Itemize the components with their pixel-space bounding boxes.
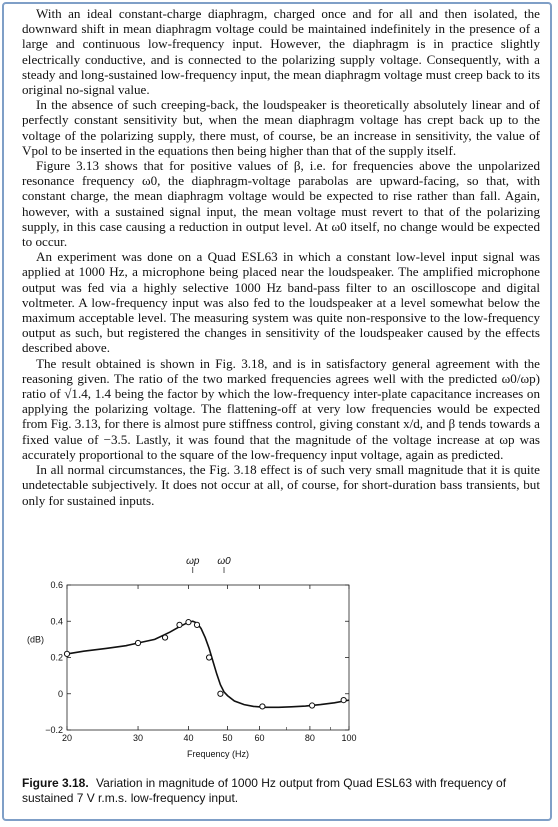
chart-curve — [67, 621, 349, 707]
data-point — [194, 622, 199, 627]
paragraph-4: An experiment was done on a Quad ESL63 in which a constant low-level input signal was applied at 1000 Hz, a microphone being placed near the loudspeaker. The amplified microphone output was fed via a highly selective 1000 Hz band-pass filter to an oscilloscope and digital voltmeter. A low-frequency input was also fed to the loudspeaker at a level somewhat below the maximum acceptable level. The measuring system was quite non-responsive to the low-frequency output as such, but registered the changes in sensitivity of the loudspeaker caused by the effects described above. — [22, 249, 540, 356]
x-tick-label: 60 — [254, 733, 265, 743]
x-axis-label: Frequency (Hz) — [186, 749, 250, 759]
x-tick-label: 20 — [61, 733, 73, 743]
body-text — [22, 6, 540, 508]
x-tick-label: 40 — [183, 733, 194, 743]
data-point — [206, 655, 211, 660]
x-tick-label: 30 — [133, 733, 144, 743]
figure-caption — [22, 776, 542, 806]
data-point — [135, 640, 140, 645]
caption-text: Variation in magnitude of 1000 Hz output from Quad ESL63 with frequency of sustained 7 V r.m.s. low-frequency input. — [22, 776, 507, 805]
data-point — [260, 704, 265, 709]
y-tick-label: 0 — [57, 688, 63, 699]
paragraph-3: Figure 3.13 shows that for positive values of β, i.e. for frequencies above the unpolarized resonance frequency ω0, the diaphragm-voltage parabolas are upward-facing, so that, with constant charge, the mean diaphragm voltage would be expected to rise rather than fall. Again, however, with a sustained signal input, the mean voltage must revert to that of the polarizing supply, in this case causing a reduction in output level. At ω0 itself, no change would be expected to occur. — [22, 158, 540, 250]
data-point — [218, 691, 223, 696]
chart-markers — [64, 620, 346, 709]
paragraph-6: In all normal circumstances, the Fig. 3.18 effect is of such very small magnitude that it is quite undetectable subjectively. It does not occur at all, of course, for short-duration bass transients, but only for sustained inputs. — [22, 462, 540, 508]
paragraph-2: In the absence of such creeping-back, the loudspeaker is theoretically absolutely linear and of perfectly constant sensitivity but, when the mean diaphragm voltage has crept back up to the voltage of the polarizing supply, there must, of course, be an increase in sensitivity, the value of Vpol to be inserted in the equations then being higher than that of the supply itself. — [22, 97, 540, 158]
data-point — [186, 620, 191, 625]
paragraph-5: The result obtained is shown in Fig. 3.18, and is in satisfactory general agreement with the reasoning given. The ratio of the two marked frequencies agrees well with the predicted ω0/ωp) ratio of √1.4, 1.4 being the factor by which the low-frequency inter-plate capacitance increases on applying the polarizing voltage. The flattening-off at very low frequencies would be expected from Fig. 3.13, for there is almost pure stiffness control, giving constant x/d, and β tends towards a fixed value of −3.5. Lastly, it was found that the magnitude of the voltage increase at ωp was accurately proportional to the square of the low-frequency input voltage, again as predicted. — [22, 355, 540, 462]
chart-labels — [27, 556, 357, 759]
data-point — [162, 635, 167, 640]
chart — [14, 550, 554, 770]
omega-label: ωp — [186, 556, 200, 567]
figure-3-18 — [14, 550, 554, 770]
paragraph-1: With an ideal constant-charge diaphragm, charged once and for all and then isolated, the downward shift in mean diaphragm voltage could be maintained indefinitely in the presence of a large and continuous low-frequency input. However, the diaphragm is in practice slightly electrically conductive, and is connected to the polarizing supply voltage. Consequently, with a steady and long-sustained low-frequency input, the mean diaphragm voltage must creep back to its original no-signal value. — [22, 6, 540, 98]
data-point — [177, 622, 182, 627]
x-tick-label: 80 — [304, 733, 315, 743]
y-tick-label: 0.6 — [50, 580, 63, 590]
y-tick-label: 0.4 — [50, 616, 63, 627]
omega-label: ω0 — [217, 556, 231, 567]
x-tick-label: 50 — [222, 733, 233, 743]
data-point — [341, 697, 346, 702]
y-tick-label: −0.2 — [45, 725, 63, 735]
data-point — [309, 703, 314, 708]
data-point — [64, 651, 69, 656]
x-tick-label: 100 — [341, 733, 357, 743]
y-axis-label: (dB) — [27, 634, 45, 645]
caption-label: Figure 3.18. — [22, 776, 89, 790]
y-tick-label: 0.2 — [50, 652, 63, 663]
response-curve — [67, 621, 349, 707]
